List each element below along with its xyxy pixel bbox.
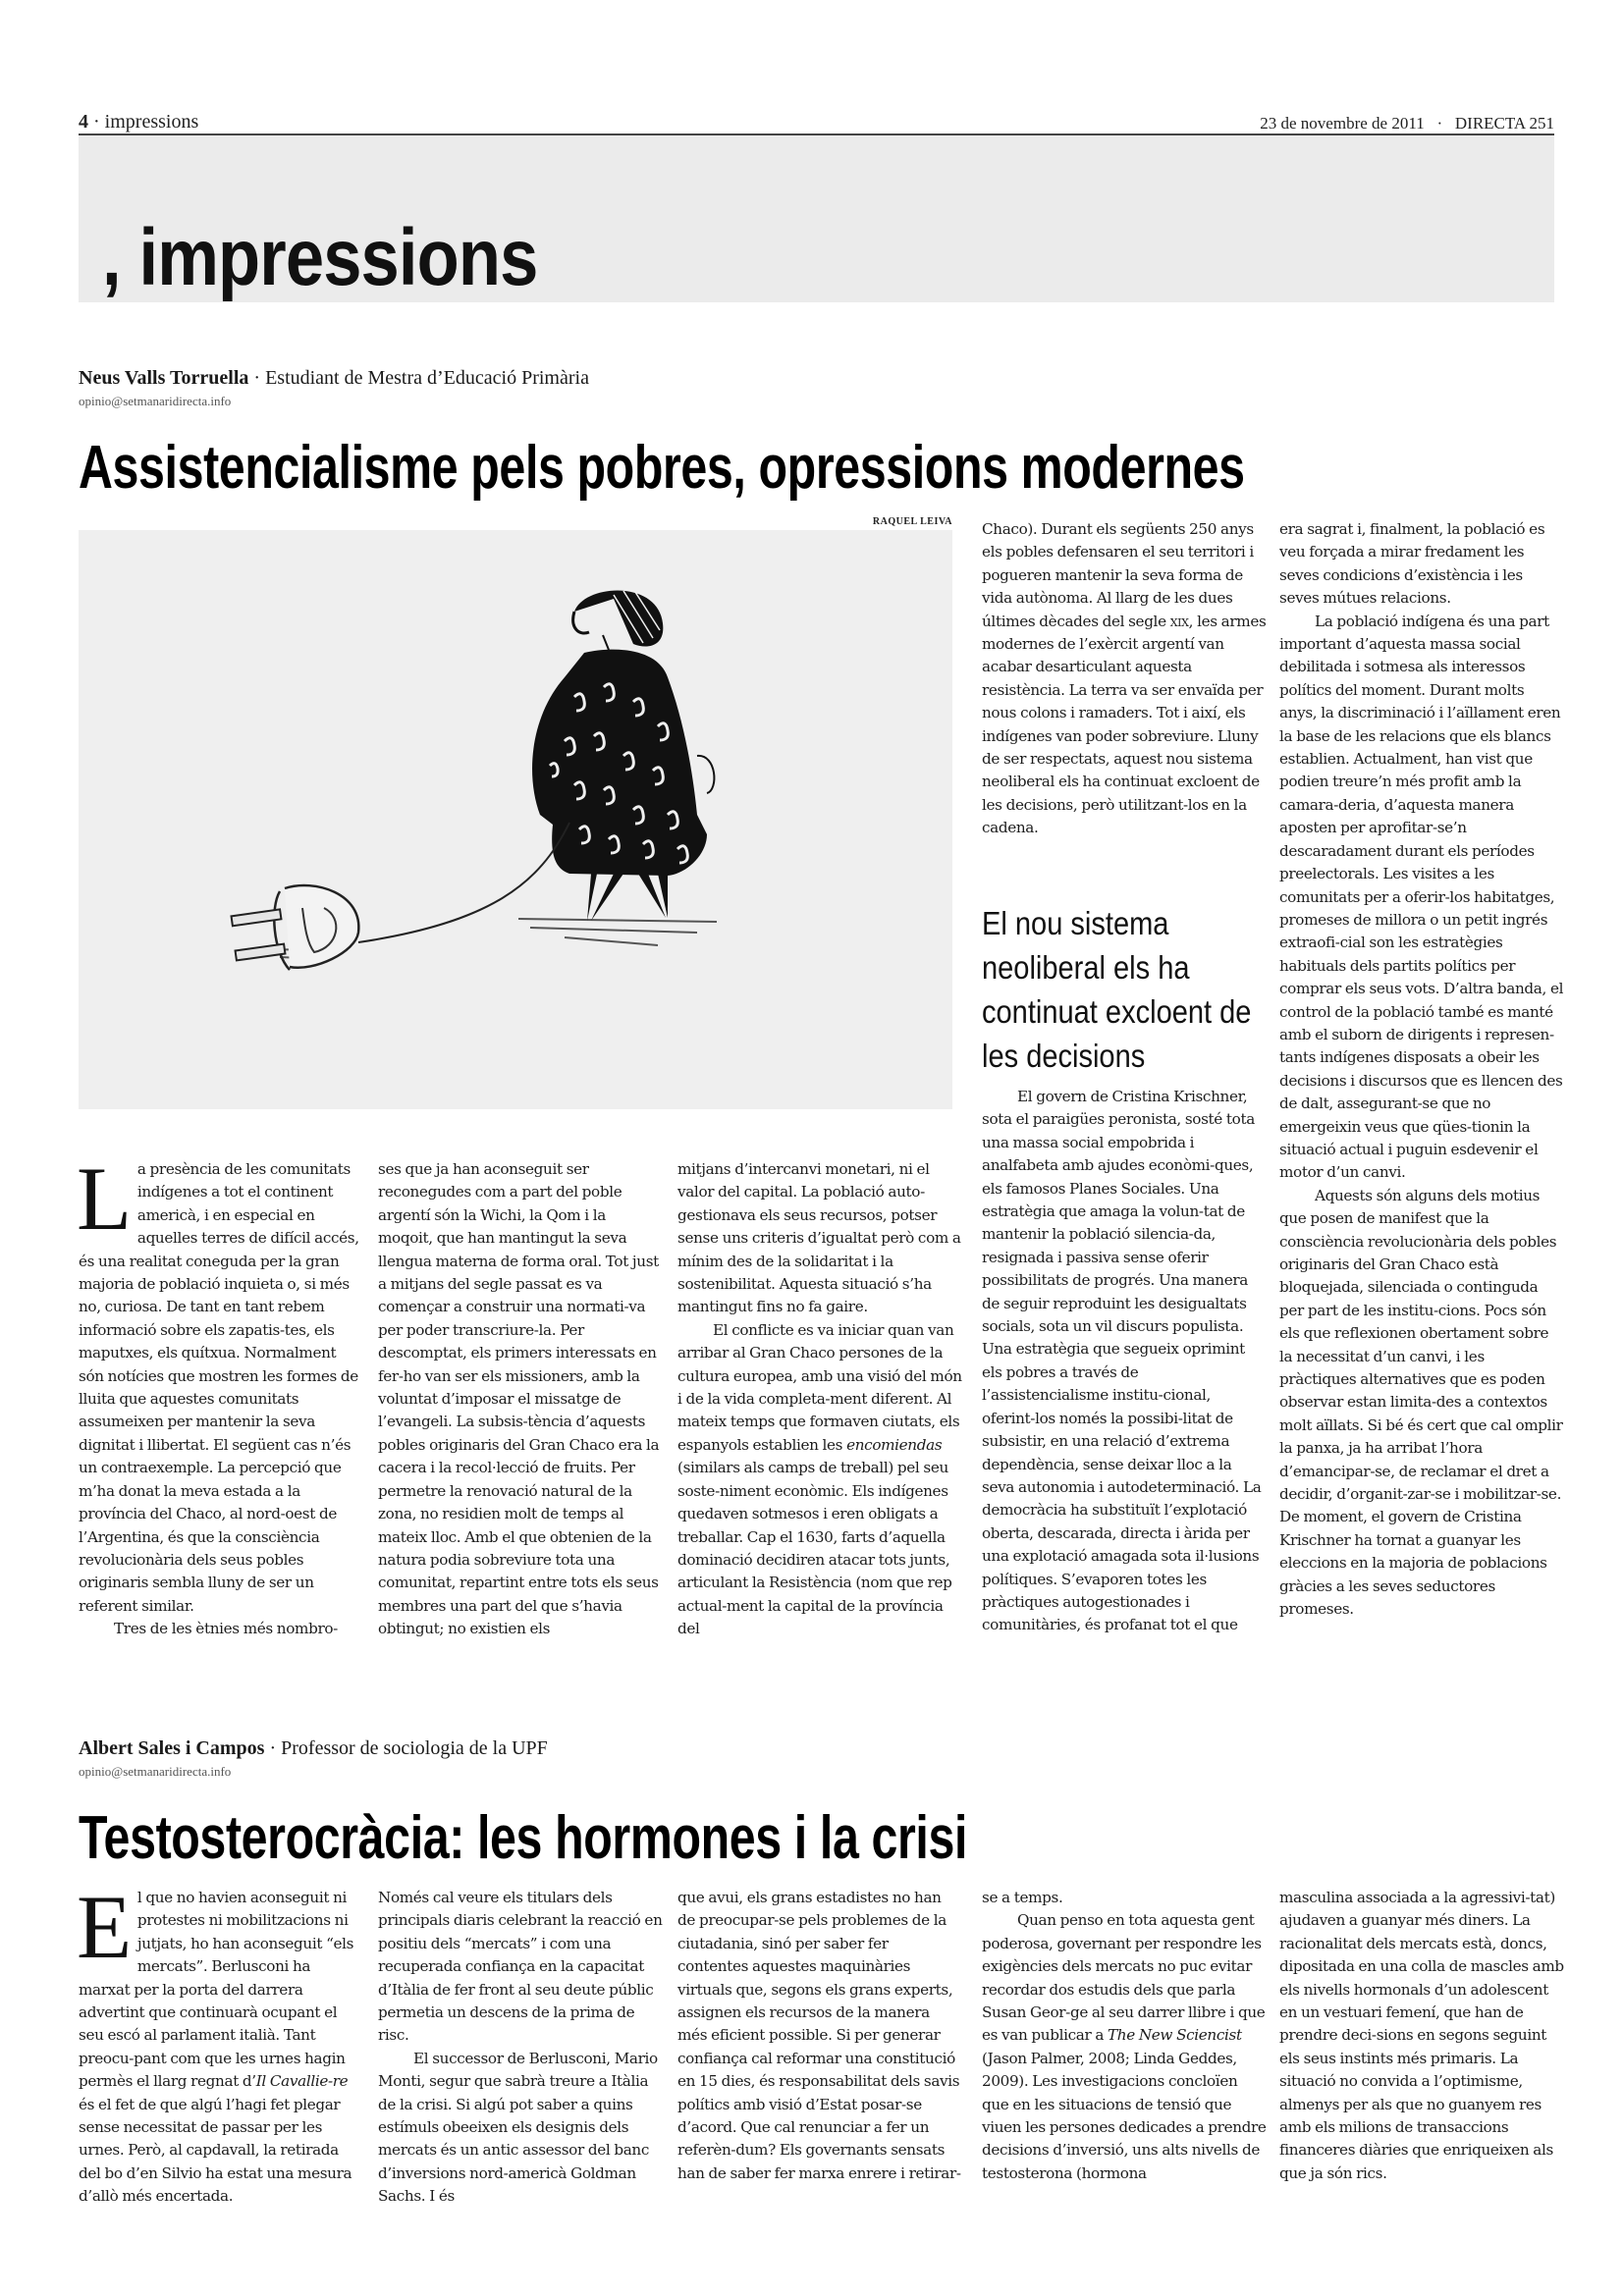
byline-separator: ·	[269, 1737, 277, 1759]
paragraph: ses que ja han aconseguit ser reconegudes com a part del poble argentí són la Wichi, la Qom i la moqoit, que han mantingut la seva llengua materna de forma oral. Tot just a mitjans del segle passat es va començar a construir una normati-va per poder transcriure-la. Per descomptat, els primers interessats en fer-ho van ser els missioners, amb la voluntat d’imposar el missatge de l’evangeli. La subsis-tència d’aquests pobles originaris del Gran Chaco era la cacera i la recol·lecció de fruits. Per permetre la renovació natural de la zona, no residien molt de temps al mateix lloc. Amb el que obtenien de la natura podia sobreviure tota una comunitat, repartint entre tots els seus membres una part del que s’havia obtingut; no existien els	[378, 1160, 660, 1638]
paragraph: que avui, els grans estadistes no han de preocupar-se pels problemes de la ciutadania, sinó per saber fer contentes aquestes maquinàries virtuals que, segons els grans experts, assignen els recursos de la manera més eficient possible. Si per generar confiança cal reformar una constitució en 15 dies, és responsabilitat dels savis polítics amb visió d’Estat posar-se d’acord. Que cal renunciar a fer un referèn-dum? Els governants sensats han de saber fer marxa enrere i retirar-	[677, 1889, 961, 2182]
author-email[interactable]: opinio@setmanaridirecta.info	[79, 394, 232, 408]
header-separator: ·	[93, 111, 100, 133]
paragraph: mitjans d’intercanvi monetari, ni el valor del capital. La població auto-gestionava els seus recursos, potser sense uns criteris d’igualtat però com a mínim des de la solidaritat i la sostenibilitat. Aquesta situació s’ha mantingut fins no fa gaire.	[677, 1160, 961, 1316]
italic-term: encomiendas	[846, 1435, 943, 1454]
author-name: Albert Sales i Campos	[79, 1737, 265, 1759]
roman-numeral: xix	[1169, 612, 1189, 630]
author-role: Professor de sociologia de la UPF	[281, 1737, 548, 1759]
text-run: , les armes modernes de l’exèrcit argentí van acabar desarticulant aquesta resistència. La terra va ser envaïda per nous colons i ramaders. Tot i així, els indígenes van poder sobreviure. Lluny de ser respectats, aquest nou sistema neoliberal els ha continuat excloent de les decisions, però utilitzant-los en la cadena.	[982, 612, 1267, 837]
running-header-left	[79, 111, 198, 133]
article-1-column-4-top	[982, 518, 1267, 840]
article-2-column-1	[77, 1877, 363, 2209]
article-1-column-1	[77, 1148, 363, 1641]
article-2-headline: Testosterocràcia: les hormones i la crisi	[79, 1804, 968, 1872]
pull-quote: El nou sistema neoliberal els ha continuat excloent de les decisions	[982, 905, 1252, 1074]
article-1-column-4-bottom	[982, 1086, 1267, 1637]
author-email[interactable]: opinio@setmanaridirecta.info	[79, 1764, 232, 1779]
article-1-byline	[79, 367, 589, 390]
paragraph	[677, 1319, 962, 1641]
paragraph: se a temps.	[982, 1889, 1063, 1906]
article-2-column-2	[378, 1887, 663, 2209]
article-2-column-3	[677, 1887, 962, 2185]
section-title: , impressions	[102, 213, 538, 302]
running-header	[79, 98, 1554, 133]
illustration	[79, 530, 952, 1109]
header-dot: ·	[1436, 114, 1443, 133]
issue-date: 23 de novembre de 2011	[1260, 114, 1425, 133]
italic-term: Il Cavallie-re	[255, 2072, 349, 2091]
paragraph: masculina associada a la agressivi-tat) ajudaven a guanyar més diners. La racionalitat dels mercats està, doncs, dipositada en una colla de mascles amb els nivells hormonals d’un adolescent en un vestuari femení, que han de prendre deci-sions en segons seguint els seus instints més primaris. La situació no convida a l’optimisme, almenys per als que no guanyem res amb els milions de transaccions financeres diàries que enriqueixen als que ja són rics.	[1279, 1889, 1564, 2182]
paragraph: El govern de Cristina Krischner, sota el paraigües peronista, sosté tota una massa social empobrida i analfabeta amb ajudes econòmi-ques, els famosos Planes Sociales. Una estratègia que amaga la volun-tat de mantenir la població silencia-da, resignada i passiva sense oferir possibilitats de progrés. Una manera de seguir reproduint les desigualtats socials, sota un vil discurs populista. Una estratègia que segueix oprimint els pobres a través de l’assistencialisme institu-cional, oferint-los només la possibi-litat de subsistir, en una relació d’extrema dependència, sense deixar lloc a la seva autonomia i autodeterminació. La democràcia ha substituït l’explotació oberta, descarada, directa i àrida per una explotació amagada sota il·lusions polítiques. S’evaporen totes les pràctiques autogestionades i comunitàries, és profanat tot el que	[982, 1088, 1262, 1634]
article-1-column-3	[677, 1158, 962, 1641]
paragraph: Tres de les ètnies més nombro-	[114, 1620, 338, 1638]
publication-issue: DIRECTA 251	[1454, 114, 1554, 133]
author-name: Neus Valls Torruella	[79, 367, 249, 389]
paragraph: La població indígena és una part important d’aquesta massa social debilitada i sotmesa als interessos polítics del moment. Durant molts anys, la discriminació i l’aïllament eren la base de les relacions que els blancs establien. Actualment, han vist que podien treure’n més profit amb la camara-deria, d’aquesta manera aposten per aprofitar-se’n descaradament durant els períodes preelectorals. Les visites a les comunitats per a oferir-los habitatges, promeses de millora o un petit ingrés extraofi-cial son les estratègies habituals dels partits polítics per comprar els seus vots. D’altra banda, el control de la població també es manté amb el suborn de dirigents i represen-tants indígenes disposats a obeir les decisions i discursos que es llencen des de dalt, assegurant-se que no emergeixin veus que qües-tionin la situació actual i puguin esdevenir el motor d’un canvi.	[1279, 612, 1564, 1182]
article-1-headline: Assistencialisme pels pobres, opressions modernes	[79, 434, 1245, 502]
running-header-right	[1260, 114, 1554, 133]
page-number: 4	[79, 111, 88, 133]
dropcap: E	[77, 1877, 132, 1977]
author-role: Estudiant de Mestra d’Educació Primària	[265, 367, 589, 389]
illustration-credit: RAQUEL LEIVA	[872, 516, 952, 527]
paragraph: a presència de les comunitats indígenes a tot el continent americà, i en especial en aquelles terres de difícil accés, és una realitat coneguda per la gran majoria de població inquieta o, si més no, curiosa. De tant en tant rebem informació sobre els zapatis-tes, els maputxes, els quítxua. Normalment són notícies que mostren les formes de lluita que aquestes comunitats assumeixen per mantenir la seva dignitat i llibertat. El següent cas n’és un contraexemple. La percepció que m’ha donat la meva estada a la província del Chaco, al nord-oest de l’Argentina, és que la consciència revolucionària dels seus pobles originaris sembla lluny de ser un referent similar.	[79, 1160, 359, 1615]
paragraph	[982, 1909, 1267, 2185]
text-run: és el fet de que algú l’hagi fet plegar sense necessitat de passar per les urnes. Però, al capdavall, la retirada del bo d’en Silvio ha estat una mesura d’allò més encertada.	[79, 2095, 352, 2206]
dropcap: L	[77, 1148, 132, 1249]
article-2-column-5	[1279, 1887, 1564, 2185]
article-2-byline	[79, 1737, 548, 1760]
header-section-name: impressions	[104, 111, 199, 133]
text-run: Quan penso en tota aquesta gent poderosa, governant per respondre les exigències dels mercats no puc evitar recordar dos estudis dels que parla Susan Geor-ge al seu darrer llibre i que es van publicar a	[982, 1911, 1266, 2045]
paragraph: Només cal veure els titulars dels principals diaris celebrant la reacció en positiu dels “mercats” i com una recuperada confiança en la capacitat d’Itàlia de fer front al seu deute públic permetia un descens de la prima de risc.	[378, 1889, 663, 2045]
text-run: l que no havien aconseguit ni protestes ni mobilitzacions ni jutjats, ho han aconseguit “els mercats”. Berlusconi ha marxat per la porta del darrera advertint que continuarà ocupant el seu escó al parlament italià. Tant preocu-pant com que les urnes hagin permès el llarg regnat d’	[79, 1889, 354, 2091]
text-run: (similars als camps de treball) pel seu soste-niment econòmic. Els indígenes quedaven sotmesos i eren obligats a treballar. Cap el 1630, farts d’aquella dominació decidiren atacar tots junts, articulant la Resistència (nom que rep actual-ment la capital de la província del	[677, 1459, 952, 1638]
article-1-column-2	[378, 1158, 663, 1641]
italic-term: The New Sciencist	[1108, 2026, 1242, 2045]
woman-with-plug-illustration-icon	[79, 530, 952, 1109]
article-1-column-5	[1279, 518, 1564, 1622]
text-run: Chaco). Durant els següents 250 anys els pobles defensaren el seu territori i pogueren mantenir la seva forma de vida autònoma. Al llarg de les dues últimes dècades del segle	[982, 520, 1254, 630]
article-2-column-4	[982, 1887, 1267, 2185]
paragraph: El successor de Berlusconi, Mario Monti, segur que sabrà treure a Itàlia de la crisi. Si algú pot saber a quins estímuls obeeixen els designis dels mercats és un antic assessor del banc d’inversions nord-americà Goldman Sachs. I és	[378, 2049, 658, 2206]
byline-separator: ·	[253, 367, 261, 389]
paragraph	[982, 518, 1267, 840]
text-run: El conflicte es va iniciar quan van arribar al Gran Chaco persones de la cultura europea, amb una visió del món i de la vida completa-ment diferent. Al mateix temps que formaven ciutats, els espanyols establien les	[677, 1320, 962, 1454]
paragraph: Aquests són alguns dels motius que posen de manifest que la consciència revolucionària dels pobles originaris del Gran Chaco està bloquejada, silenciada o contingudа per part de les institu-cions. Pocs són els que reflexionen obertament sobre la necessitat d’un canvi, i les pràctiques alternatives que es poden observar estan limita-des a contextos molt aïllats. Si bé és cert que cal omplir la panxa, ja ha arribat l’hora d’emancipar-se, de reclamar el dret a decidir, d’organit-zar-se i mobilitzar-se. De moment, el govern de Cristina Krischner ha tornat a guanyar les eleccions en la majoria de poblacions gràcies a les seves seductores promeses.	[1279, 1186, 1563, 1619]
text-run: (Jason Palmer, 2008; Linda Geddes, 2009). Les investigacions concloïen que en les situacions de tensió que viuen les persones dedicades a prendre decisions d’inversió, uns alts nivells de testosterona (hormona	[982, 2049, 1267, 2182]
paragraph: era sagrat i, finalment, la població es veu forçada a mirar fredament les seves condicions d’existència i les seves mútues relacions.	[1279, 520, 1545, 608]
